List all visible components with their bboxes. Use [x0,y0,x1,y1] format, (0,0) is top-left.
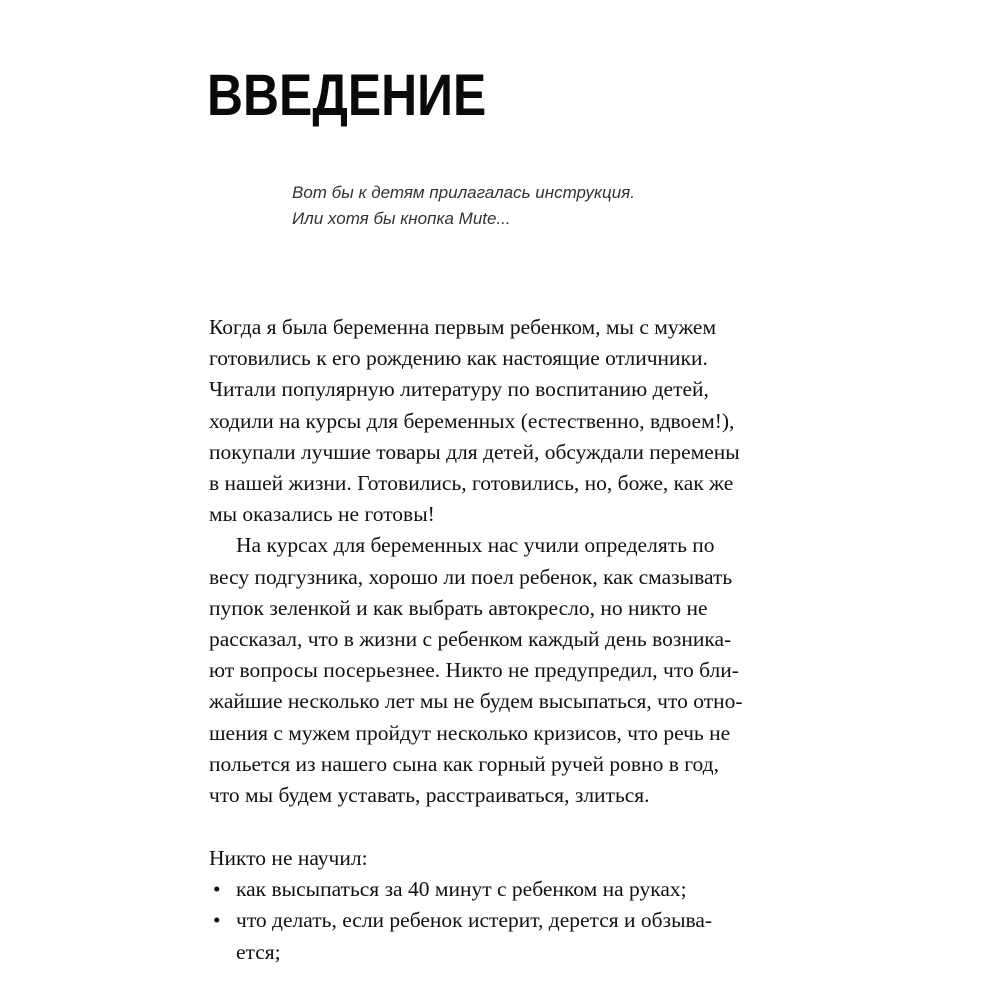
paragraph-2 [209,530,743,811]
text-line: На курсах для беременных нас учили определять по [236,533,715,558]
text-line: что мы будем уставать, расстраиваться, злиться. [209,783,650,808]
list-section [209,843,712,968]
paragraph-1 [209,312,743,530]
epigraph-line: Или хотя бы кнопка Mute... [292,209,511,228]
text-line: весу подгузника, хорошо ли поел ребенок, как смазывать [209,564,733,589]
text-line: Читали популярную литературу по воспитанию детей, [209,377,709,402]
epigraph [292,180,635,232]
epigraph-line: Вот бы к детям прилагалась инструкция. [292,183,635,202]
text-line: ходили на курсы для беременных (естественно, вдвоем!), [209,408,735,433]
text-line: в нашей жизни. Готовились, готовились, но, боже, как же [209,471,734,496]
list-item-line [209,905,712,936]
list-item-line: ется; [236,939,281,964]
text-line: шения с мужем пройдут несколько кризисов, что речь не [209,720,731,745]
list-item [209,874,712,905]
text-line: ют вопросы посерьезнее. Никто не предупредил, что бли- [209,658,739,683]
text-line: готовились к его рождению как настоящие отличники. [209,346,708,371]
bullet-list [209,874,712,968]
list-item-line [209,874,712,905]
list-item [209,905,712,967]
text-line: мы оказались не готовы! [209,502,435,527]
bullet-icon: • [213,908,221,933]
list-intro: Никто не научил: [209,846,368,870]
chapter-heading: ВВЕДЕНИЕ [207,63,487,128]
bullet-icon: • [213,877,221,902]
list-item-text: как высыпаться за 40 минут с ребенком на руках; [236,877,687,902]
text-line: польется из нашего сына как горный ручей ровно в год, [209,751,719,776]
list-item-text: что делать, если ребенок истерит, дерется и обзыва- [236,908,713,933]
text-line: жайшие несколько лет мы не будем высыпаться, что отно- [209,689,743,714]
body-text [209,312,743,811]
text-line: рассказал, что в жизни с ребенком каждый день возника- [209,627,732,652]
text-line: покупали лучшие товары для детей, обсуждали перемены [209,439,740,464]
text-line: пупок зеленкой и как выбрать автокресло, но никто не [209,595,708,620]
text-line: Когда я была беременна первым ребенком, мы с мужем [209,315,717,339]
